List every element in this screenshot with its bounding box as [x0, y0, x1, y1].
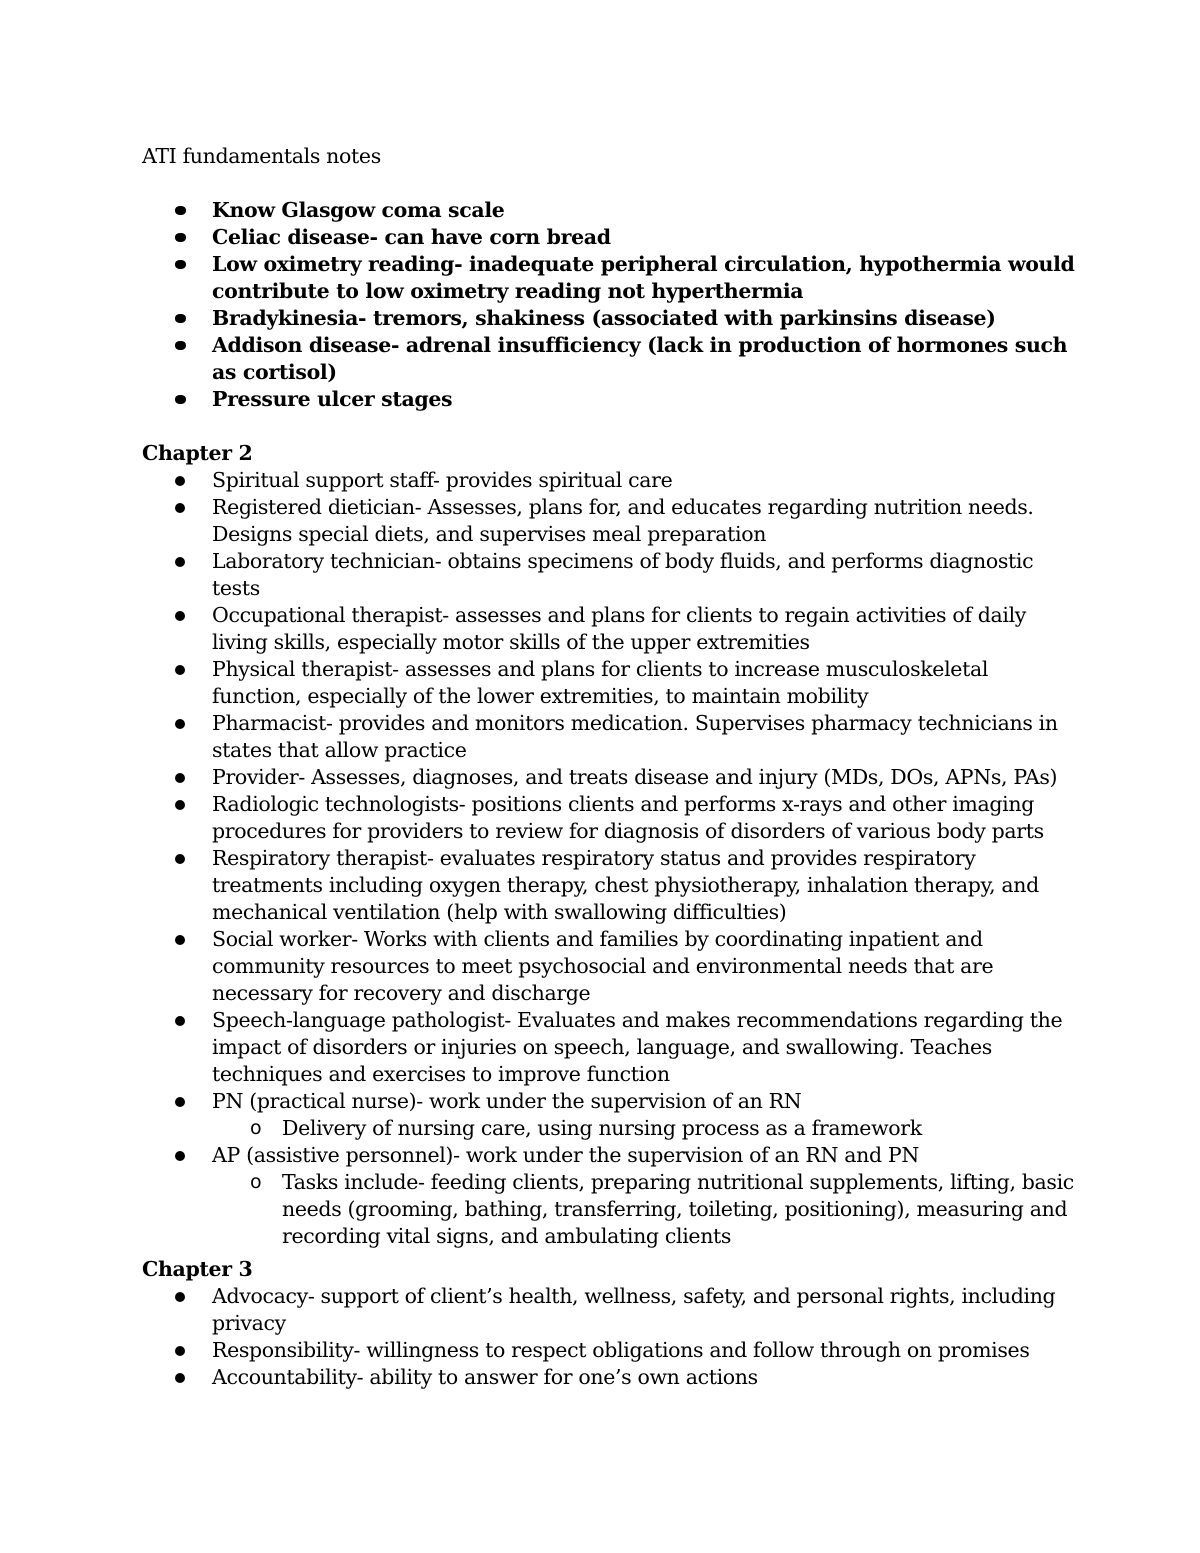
bullet-icon [175, 233, 186, 242]
sub-list [212, 1169, 1082, 1250]
list-item: Respiratory therapist- evaluates respiratory status and provides respiratory treatments including oxygen therapy, chest physiotherapy, inhalation therapy, and mechanical ventilation (help with swallowing difficulties) [142, 845, 1082, 926]
sub-list-item: o Delivery of nursing care, using nursing process as a framework [250, 1116, 922, 1140]
list-item: Pressure ulcer stages [142, 386, 1082, 413]
intro-bullet-list [142, 197, 1082, 413]
bullet-icon [175, 1151, 185, 1161]
bullet-icon [175, 341, 186, 350]
hollow-bullet-icon: o [250, 1117, 262, 1139]
bullet-icon [175, 395, 186, 404]
bullet-icon [175, 935, 185, 945]
list-item: Addison disease- adrenal insufficiency (lack in production of hormones such as cortisol) [142, 332, 1082, 386]
list-item: Radiologic technologists- positions clients and performs x-rays and other imaging procedures for providers to review for diagnosis of disorders of various body parts [142, 791, 1082, 845]
list-item: Speech-language pathologist- Evaluates and makes recommendations regarding the impact of disorders or injuries on speech, language, and swallowing. Teaches techniques and exercises to improve function [142, 1007, 1082, 1088]
bullet-icon [175, 1097, 185, 1107]
list-item: Know Glasgow coma scale [142, 197, 1082, 224]
chapter-2-heading: Chapter 2 [142, 441, 253, 465]
chapter-3-heading: Chapter 3 [142, 1257, 253, 1281]
bullet-icon [175, 476, 185, 486]
list-item: Provider- Assesses, diagnoses, and treats disease and injury (MDs, DOs, APNs, PAs) [142, 764, 1082, 791]
list-item: Accountability- ability to answer for one’s own actions [142, 1364, 1082, 1391]
bullet-icon [175, 854, 185, 864]
sub-list-item: o Tasks include- feeding clients, preparing nutritional supplements, lifting, basic needs (grooming, bathing, transferring, toileting, positioning), measuring and recording vital signs, and ambulating clients [250, 1170, 1074, 1248]
list-item: AP (assistive personnel)- work under the supervision of an RN and PN o Tasks include- feeding clients, preparing nutritional supplements, lifting, basic needs (grooming, bathing, transferring, toileting, positioning), measuring and recording vital signs, and ambulating clients [142, 1142, 1082, 1250]
list-item: Pharmacist- provides and monitors medication. Supervises pharmacy technicians in states that allow practice [142, 710, 1082, 764]
bullet-icon [175, 206, 186, 215]
bullet-icon [175, 314, 186, 323]
list-item: Registered dietician- Assesses, plans for, and educates regarding nutrition needs. Designs special diets, and supervises meal preparation [142, 494, 1082, 548]
list-item: Low oximetry reading- inadequate peripheral circulation, hypothermia would contribute to low oximetry reading not hyperthermia [142, 251, 1082, 305]
list-item: Advocacy- support of client’s health, wellness, safety, and personal rights, including privacy [142, 1283, 1082, 1337]
list-item: Physical therapist- assesses and plans for clients to increase musculoskeletal function, especially of the lower extremities, to maintain mobility [142, 656, 1082, 710]
bullet-icon [175, 611, 185, 621]
list-item: Celiac disease- can have corn bread [142, 224, 1082, 251]
list-item: PN (practical nurse)- work under the supervision of an RN o Delivery of nursing care, using nursing process as a framework [142, 1088, 1082, 1142]
bullet-icon [175, 260, 186, 269]
bullet-icon [175, 1016, 185, 1026]
bullet-icon [175, 557, 185, 567]
bullet-icon [175, 665, 185, 675]
bullet-icon [175, 503, 185, 513]
bullet-icon [175, 1292, 185, 1302]
chapter-3-list [142, 1283, 1082, 1391]
list-item: Social worker- Works with clients and families by coordinating inpatient and community resources to meet psychosocial and environmental needs that are necessary for recovery and discharge [142, 926, 1082, 1007]
list-item: Responsibility- willingness to respect obligations and follow through on promises [142, 1337, 1082, 1364]
bullet-icon [175, 1346, 185, 1356]
list-item: Occupational therapist- assesses and plans for clients to regain activities of daily living skills, especially motor skills of the upper extremities [142, 602, 1082, 656]
bullet-icon [175, 800, 185, 810]
document-title: ATI fundamentals notes [142, 144, 381, 168]
bullet-icon [175, 773, 185, 783]
hollow-bullet-icon: o [250, 1171, 262, 1193]
bullet-icon [175, 1373, 185, 1383]
chapter-2-list [142, 467, 1082, 1250]
bullet-icon [175, 719, 185, 729]
list-item: Spiritual support staff- provides spiritual care [142, 467, 1082, 494]
sub-list [212, 1115, 1082, 1142]
list-item: Bradykinesia- tremors, shakiness (associated with parkinsins disease) [142, 305, 1082, 332]
list-item: Laboratory technician- obtains specimens of body fluids, and performs diagnostic tests [142, 548, 1082, 602]
